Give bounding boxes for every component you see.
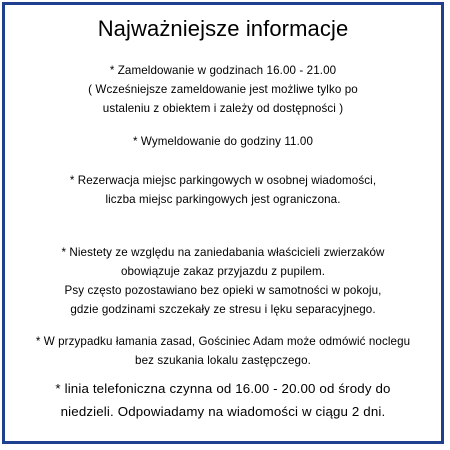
- info-line: ( Wcześniejsze zameldowanie jest możliwe tylko po: [88, 83, 358, 96]
- pets-info: [5, 243, 441, 319]
- info-line: * W przypadku łamania zasad, Gościniec Adam może odmówić noclegu: [35, 335, 411, 348]
- checkin-info: [5, 61, 441, 118]
- info-line: * Niestety ze względu na zaniedabania właścicieli zwierzaków: [61, 246, 385, 259]
- info-line: * Rezerwacja miejsc parkingowych w osobnej wiadomości,: [69, 174, 377, 187]
- checkout-info: [5, 132, 441, 151]
- info-line: liczba miejsc parkingowych jest ograniczona.: [105, 193, 341, 206]
- info-line: ustaleniu z obiektem i zależy od dostępności ): [102, 102, 344, 115]
- info-line: obowiązuje zakaz przyjazdu z pupilem.: [120, 265, 326, 278]
- page-title: Najważniejsze informacje: [97, 16, 349, 41]
- parking-info: [5, 171, 441, 209]
- info-line: gdzie godzinami szczekały ze stresu i lęku separacyjnego.: [70, 303, 376, 316]
- info-line: * linia telefoniczna czynna od 16.00 - 20.00 od środy do: [55, 381, 391, 396]
- phone-info: [5, 377, 441, 423]
- info-line: * Zameldowanie w godzinach 16.00 - 21.00: [109, 64, 337, 77]
- info-line: niedzieli. Odpowiadamy na wiadomości w ciągu 2 dni.: [60, 404, 386, 419]
- info-line: * Wymeldowanie do godziny 11.00: [132, 135, 313, 148]
- info-line: Psy często pozostawiano bez opieki w samotności w pokoju,: [64, 284, 382, 297]
- info-line: bez szukania lokalu zastępczego.: [135, 354, 311, 367]
- rules-info: [5, 332, 441, 370]
- info-card: [2, 2, 444, 444]
